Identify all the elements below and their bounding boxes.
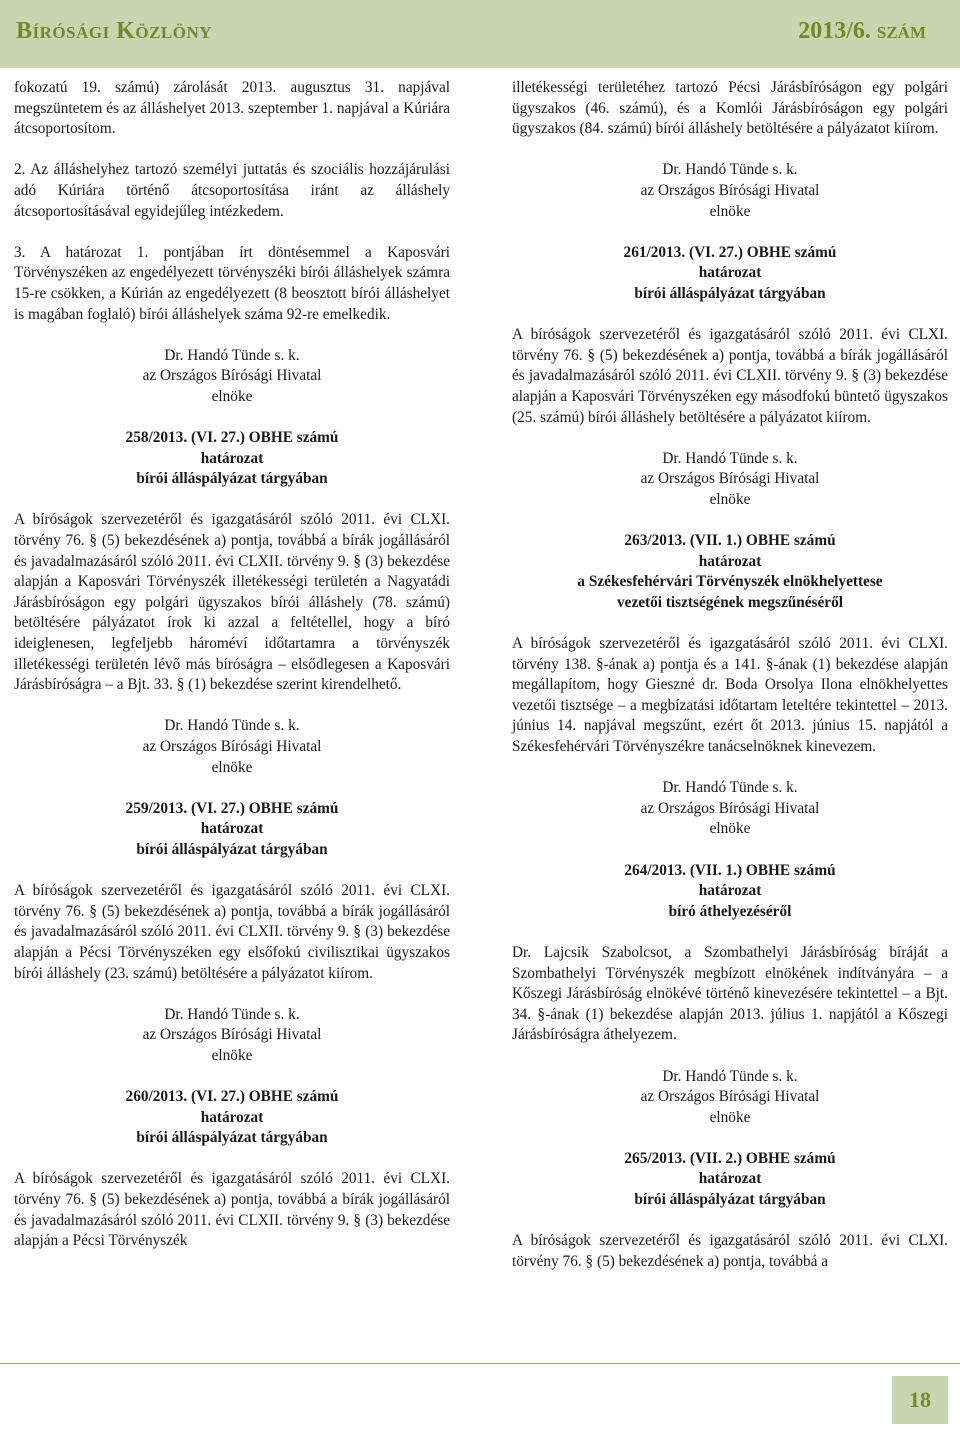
left-column	[14, 78, 450, 1252]
decision-kind: határozat	[200, 449, 264, 467]
signatory-org: az Országos Bírósági Hivatal	[142, 367, 322, 385]
signatory-name: Dr. Handó Tünde s. k.	[662, 779, 798, 797]
right-column	[512, 78, 948, 1272]
decision-heading	[14, 1087, 450, 1149]
signatory-org: az Országos Bírósági Hivatal	[142, 1026, 322, 1044]
decision-kind: határozat	[698, 1170, 762, 1188]
signatory-name: Dr. Handó Tünde s. k.	[662, 449, 798, 467]
signatory-role: elnöke	[709, 820, 751, 838]
footer-divider	[0, 1363, 960, 1364]
signatory-name: Dr. Handó Tünde s. k.	[164, 1005, 300, 1023]
paragraph: fokozatú 19. számú) zárolását 2013. augusztus 31. napjával megszüntetem és az álláshelyet 2013. szeptember 1. napjával a Kúriára átcsoportosítom.	[14, 79, 450, 138]
decision-body: A bíróságok szervezetéről és igazgatásáról szóló 2011. évi CLXI. törvény 76. § (5) bekezdésének a) pontja, továbbá a bírák jogállásáról és javadalmazásáról szóló 2011. évi CLXII. törvény 9. § (3) bekezdése alapján a Pécsi Törvényszéken egy elsőfokú civilisztikai ügyszakos bírói álláshely (23. számú) betöltésére a pályázatot kiírom.	[14, 882, 450, 982]
decision-kind: határozat	[698, 264, 762, 282]
decision-heading	[512, 243, 948, 305]
signatory-role: elnöke	[211, 387, 253, 405]
decision-number: 265/2013. (VII. 2.) OBHE számú	[624, 1149, 836, 1167]
signatory-org: az Országos Bírósági Hivatal	[142, 738, 322, 755]
decision-kind: határozat	[200, 820, 264, 838]
publication-title: Bírósági Közlöny	[16, 18, 213, 44]
decision-subject: a Székesfehérvári Törvényszék elnökhelyettese	[577, 573, 883, 591]
decision-subject: vezetői tisztségének megszűnéséről	[617, 593, 843, 611]
decision-body: A bíróságok szervezetéről és igazgatásáról szóló 2011. évi CLXI. törvény 76. § (5) bekezdésének a) pontja, továbbá a bírák jogállásáról és javadalmazásáról szóló 2011. évi CLXII. törvény 9. § (3) bekezdése alapján a Pécsi Törvényszék	[14, 1170, 450, 1250]
signatory-name: Dr. Handó Tünde s. k.	[662, 161, 798, 179]
decision-kind: határozat	[698, 882, 762, 900]
decision-number: 260/2013. (VI. 27.) OBHE számú	[125, 1088, 339, 1106]
decision-number: 259/2013. (VI. 27.) OBHE számú	[125, 799, 339, 817]
signatory-role: elnöke	[211, 758, 253, 776]
signatory-name: Dr. Handó Tünde s. k.	[662, 1067, 798, 1085]
page-header	[0, 0, 960, 68]
signature-block	[512, 160, 948, 222]
paragraph: illetékességi területéhez tartozó Pécsi Járásbíróságon egy polgári ügyszakos (46. számú), és a Komlói Járásbíróságon egy polgári ügyszakos (84. számú) bírói álláshely betöltésére a pályázatot kiírom.	[512, 79, 948, 138]
signatory-org: az Országos Bírósági Hivatal	[640, 1088, 820, 1106]
decision-subject: bírói álláspályázat tárgyában	[634, 1191, 826, 1209]
signatory-org: az Országos Bírósági Hivatal	[640, 181, 820, 199]
decision-heading	[14, 428, 450, 490]
decision-subject: bíró áthelyezéséről	[668, 902, 792, 920]
decision-kind: határozat	[200, 1108, 264, 1126]
signature-block	[512, 778, 948, 840]
signatory-name: Dr. Handó Tünde s. k.	[164, 717, 300, 735]
decision-body: A bíróságok szervezetéről és igazgatásáról szóló 2011. évi CLXI. törvény 76. § (5) bekezdésének a) pontja, továbbá a bírák jogállásáról és javadalmazásáról szóló 2011. évi CLXII. törvény 9. § (3) bekezdése alapján a Kaposvári Törvényszék illetékességi területén a Nagyatádi Járásbíróságon egy polgári ügyszakos bírói álláshely (78. számú) betöltésére pályázatot írok ki azzal a feltétellel, hogy a bíró ideiglenesen, legfeljebb hároméví időtartamra a törvényszék illetékességi területén lévő más bíróságra – elsődlegesen a Kaposvári Járásbíróságra – a Bjt. 33. § (1) bekezdése szerint kirendelhető.	[14, 511, 450, 694]
decision-number: 264/2013. (VII. 1.) OBHE számú	[624, 861, 836, 879]
paragraph: 3. A határozat 1. pontjában írt döntésemmel a Kaposvári Törvényszéken az engedélyezett törvényszéki bírói álláshelyek számra 15-re csökken, a Kúrián az engedélyezett (8 beosztott bírói álláshelyet is magában foglaló) bírói álláshelyek száma 92-re emelkedik.	[14, 243, 450, 323]
signatory-org: az Országos Bírósági Hivatal	[640, 470, 820, 488]
signatory-role: elnöke	[709, 1108, 751, 1126]
decision-subject: bírói álláspályázat tárgyában	[136, 470, 328, 488]
decision-body: A bíróságok szervezetéről és igazgatásáról szóló 2011. évi CLXI. törvény 76. § (5) bekezdésének a) pontja, továbbá a bírák jogállásáról és javadalmazásáról szóló 2011. évi CLXII. törvény 9. § (3) bekezdése alapján a Kaposvári Törvényszéken egy másodfokú büntető ügyszakos (25. számú) bírói álláshely betöltésére a pályázatot kiírom.	[512, 326, 948, 426]
decision-heading	[512, 1149, 948, 1211]
decision-heading	[512, 531, 948, 613]
decision-kind: határozat	[698, 552, 762, 570]
signatory-org: az Országos Bírósági Hivatal	[640, 799, 820, 817]
signature-block	[14, 346, 450, 408]
decision-subject: bírói álláspályázat tárgyában	[136, 1129, 328, 1147]
signature-block	[512, 449, 948, 511]
decision-number: 258/2013. (VI. 27.) OBHE számú	[125, 429, 339, 447]
page-number: 18	[909, 1387, 931, 1412]
decision-heading	[512, 861, 948, 923]
signature-block	[512, 1067, 948, 1129]
signature-block	[14, 1005, 450, 1067]
decision-body: Dr. Lajcsik Szabolcsot, a Szombathelyi Járásbíróság bíráját a Szombathelyi Törvényszék megbízott elnökének indítványára – a Kőszegi Járásbíróság elnökévé történő kinevezésére tekintettel – a Bjt. 34. §-ának (1) bekezdése alapján 2013. július 1. napjától a Kőszegi Járásbíróságra áthelyezem.	[512, 943, 948, 1044]
decision-number: 263/2013. (VII. 1.) OBHE számú	[624, 532, 836, 550]
decision-heading	[14, 799, 450, 861]
decision-subject: bírói álláspályázat tárgyában	[634, 284, 826, 302]
decision-body: A bíróságok szervezetéről és igazgatásáról szóló 2011. évi CLXI. törvény 138. §-ának a) pontja és a 141. §-ának (1) bekezdése alapján megállapítom, hogy Gieszné dr. Boda Orsolya Ilona elnökhelyettes vezetői tisztsége – a megbízatási időtartam leteltére tekintettel – 2013. június 14. napjával megszűnt, ezért őt 2013. június 15. napjától a Székesfehérvári Törvényszékre tanácselnöknek kinevezem.	[512, 635, 948, 755]
decision-body: A bíróságok szervezetéről és igazgatásáról szóló 2011. évi CLXI. törvény 76. § (5) bekezdésének a) pontja, továbbá a	[512, 1232, 948, 1270]
paragraph: 2. Az álláshelyhez tartozó személyi juttatás és szociális hozzájárulási adó Kúriára történő átcsoportosítása iránt az álláshely átcsoportosításával egyidejűleg intézkedem.	[14, 161, 450, 220]
signatory-role: elnöke	[709, 202, 751, 220]
decision-subject: bírói álláspályázat tárgyában	[136, 840, 328, 858]
signatory-name: Dr. Handó Tünde s. k.	[164, 346, 300, 364]
page-number-box	[892, 1376, 948, 1424]
signatory-role: elnöke	[709, 490, 751, 508]
signature-block	[14, 716, 450, 778]
issue-number: 2013/6. szám	[798, 18, 926, 44]
decision-number: 261/2013. (VI. 27.) OBHE számú	[623, 243, 837, 261]
signatory-role: elnöke	[211, 1046, 253, 1064]
